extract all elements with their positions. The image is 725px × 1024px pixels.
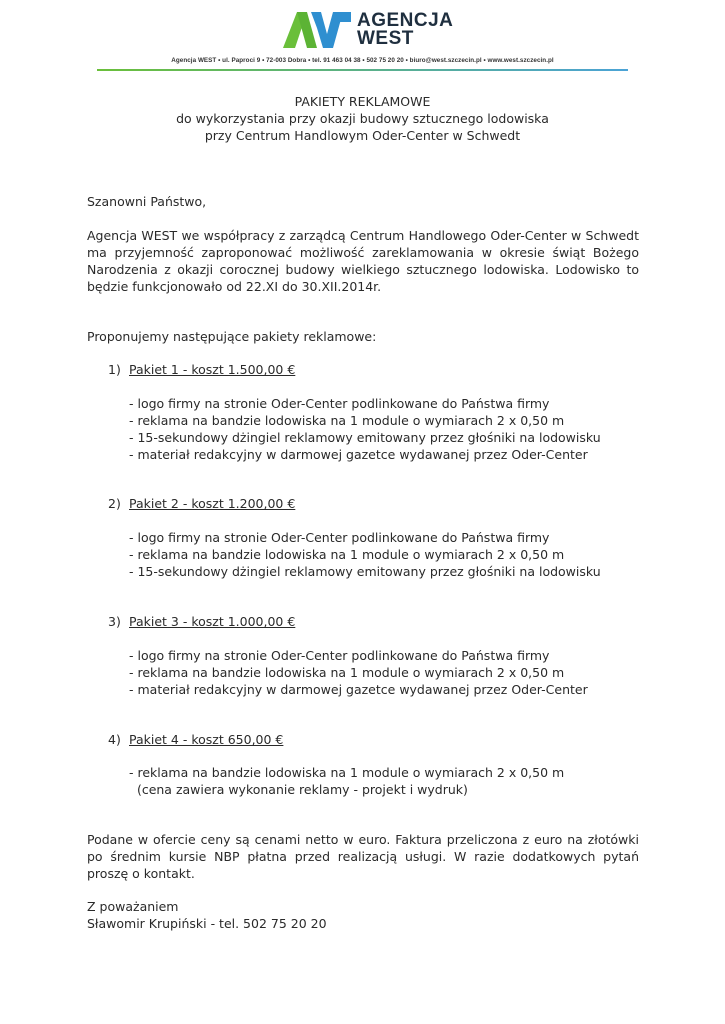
package-2-items: [129, 529, 601, 580]
list-item: - reklama na bandzie lodowiska na 1 module o wymiarach 2 x 0,50 m: [129, 413, 565, 428]
package-number: 2): [108, 496, 121, 511]
title-line2: do wykorzystania przy okazji budowy sztucznego lodowiska: [176, 111, 549, 126]
list-item: (cena zawiera wykonanie reklamy - projekt i wydruk): [129, 782, 468, 797]
package-4-items: [129, 764, 564, 798]
signoff-line1: Z poważaniem: [87, 899, 179, 914]
package-label: Pakiet 4 - koszt 650,00 €: [129, 732, 284, 747]
logo-line2: WEST: [357, 28, 414, 49]
agencja-west-logo: [283, 12, 463, 52]
closing-paragraph: Podane w ofercie ceny są cenami netto w euro. Faktura przeliczona z euro na złotówki po średnim kursie NBP płatna przed realizacją usługi. W razie dodatkowych pytań proszę o kontakt.: [87, 832, 639, 881]
signoff-line2: Sławomir Krupiński - tel. 502 75 20 20: [87, 916, 327, 931]
package-4-heading: [108, 731, 283, 748]
package-number: 4): [108, 732, 121, 747]
logo-line1: AGENCJA: [357, 10, 454, 31]
package-2-heading: [108, 495, 295, 512]
package-label: Pakiet 3 - koszt 1.000,00 €: [129, 614, 296, 629]
list-item: - 15-sekundowy dżingiel reklamowy emitowany przez głośniki na lodowisku: [129, 430, 601, 445]
package-number: 1): [108, 362, 121, 377]
title-line1: PAKIETY REKLAMOWE: [294, 94, 431, 109]
proposal-text: Proponujemy następujące pakiety reklamowe:: [87, 329, 377, 344]
package-1-items: [129, 395, 601, 463]
list-item: - reklama na bandzie lodowiska na 1 module o wymiarach 2 x 0,50 m: [129, 547, 565, 562]
document-title: [0, 93, 725, 144]
signoff: [87, 898, 639, 932]
package-label: Pakiet 2 - koszt 1.200,00 €: [129, 496, 296, 511]
package-number: 3): [108, 614, 121, 629]
package-label: Pakiet 1 - koszt 1.500,00 €: [129, 362, 296, 377]
package-3-heading: [108, 613, 295, 630]
aw-logo-icon: [283, 12, 353, 48]
package-3-items: [129, 647, 588, 698]
header-divider: [97, 69, 628, 71]
list-item: - reklama na bandzie lodowiska na 1 module o wymiarach 2 x 0,50 m: [129, 665, 565, 680]
logo-text: [357, 12, 453, 48]
list-item: - materiał redakcyjny w darmowej gazetce wydawanej przez Oder-Center: [129, 447, 588, 462]
package-1-heading: [108, 361, 295, 378]
list-item: - logo firmy na stronie Oder-Center podlinkowane do Państwa firmy: [129, 530, 550, 545]
letterhead: [0, 0, 725, 74]
list-item: - logo firmy na stronie Oder-Center podlinkowane do Państwa firmy: [129, 648, 550, 663]
intro-paragraph: Agencja WEST we współpracy z zarządcą Centrum Handlowego Oder-Center w Schwedt ma przyjemność zaproponować możliwość zareklamowania w okresie świąt Bożego Narodzenia z okazji corocznej budowy wielkiego sztucznego lodowiska. Lodowisko to będzie funkcjonowało od 22.XI do 30.XII.2014r.: [87, 228, 639, 294]
list-item: - reklama na bandzie lodowiska na 1 module o wymiarach 2 x 0,50 m: [129, 765, 565, 780]
list-item: - logo firmy na stronie Oder-Center podlinkowane do Państwa firmy: [129, 396, 550, 411]
list-item: - 15-sekundowy dżingiel reklamowy emitowany przez głośniki na lodowisku: [129, 564, 601, 579]
title-line3: przy Centrum Handlowym Oder-Center w Schwedt: [204, 128, 521, 143]
contact-line: Agencja WEST • ul. Paproci 9 • 72-003 Dobra • tel. 91 463 04 38 • 502 75 20 20 • biuro@west.szczecin.pl • www.west.szczecin.pl: [171, 57, 554, 64]
greeting: Szanowni Państwo,: [87, 194, 207, 209]
list-item: - materiał redakcyjny w darmowej gazetce wydawanej przez Oder-Center: [129, 682, 588, 697]
